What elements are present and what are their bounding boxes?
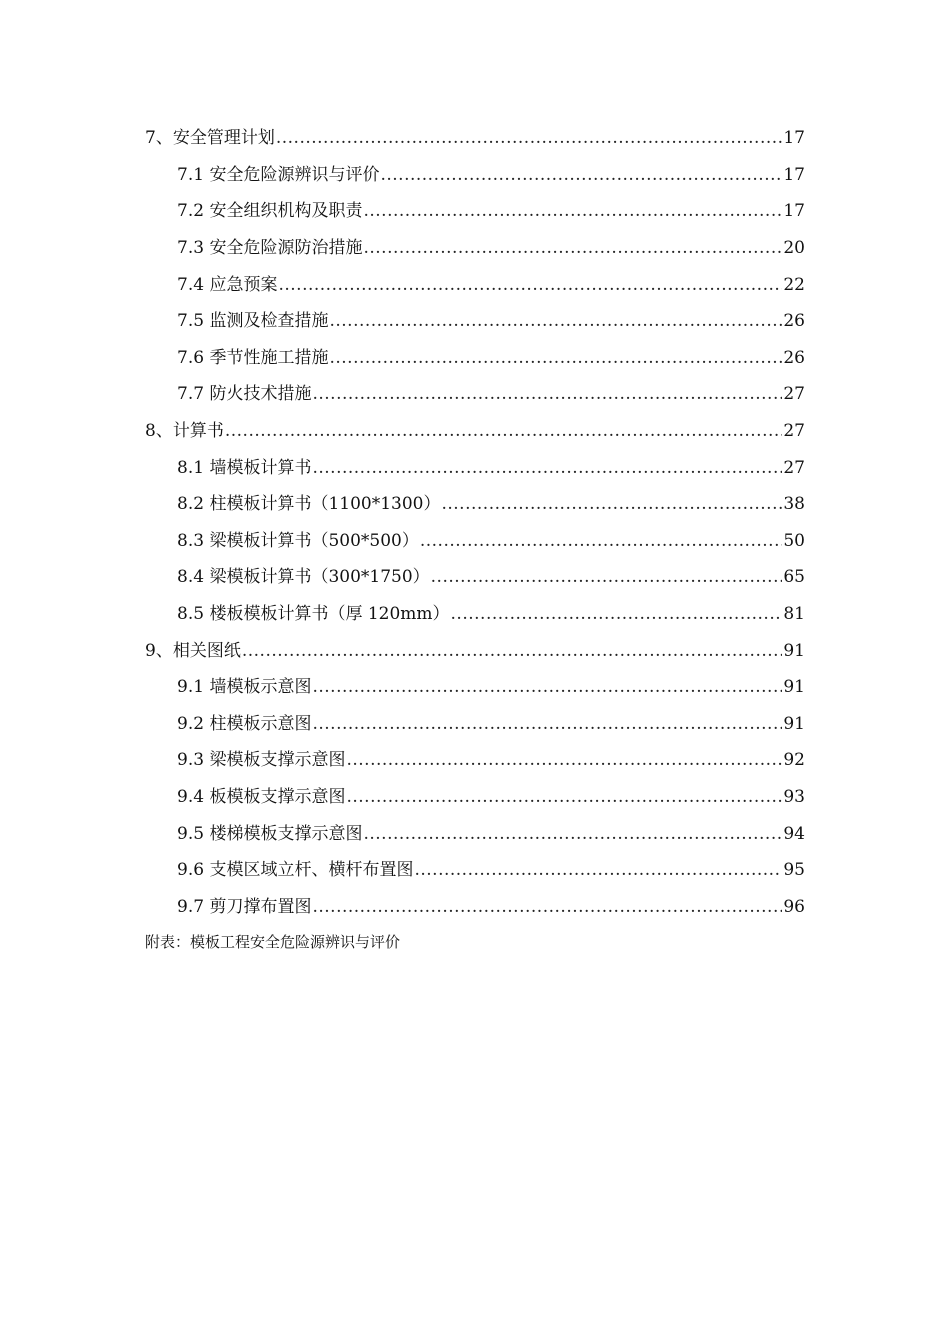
toc-entry-title: 8、计算书 [145,421,224,442]
toc-entry[interactable] [0,157,950,194]
toc-entry-title: 7.1 安全危险源辨识与评价 [177,164,380,185]
toc-entry-page: 17 [783,128,805,149]
toc-entry-title: 8.2 柱模板计算书（1100*1300） [177,494,441,515]
toc-entry[interactable] [0,888,950,925]
toc-entry-title: 7.7 防火技术措施 [177,384,312,405]
toc-entry[interactable] [0,742,950,779]
toc-entry-page: 26 [783,347,805,368]
toc-entry-title: 9、相关图纸 [145,640,241,661]
toc-entry-title: 7.4 应急预案 [177,274,278,295]
toc-entry[interactable] [0,120,950,157]
toc-entry-title: 9.2 柱模板示意图 [177,713,312,734]
toc-entry-page: 96 [783,896,805,917]
toc-entry-page: 27 [783,421,805,442]
toc-entry-title: 7.5 监测及检查措施 [177,311,329,332]
toc-entry[interactable] [0,779,950,816]
toc-entry-page: 17 [783,164,805,185]
toc-dot-leader [441,494,782,514]
toc-entry-title: 9.6 支模区域立杆、横杆布置图 [177,860,414,881]
toc-entry[interactable] [0,559,950,596]
toc-dot-leader [346,787,782,807]
toc-entry[interactable] [0,669,950,706]
toc-entry[interactable] [0,266,950,303]
toc-entry-title: 7、安全管理计划 [145,128,275,149]
toc-entry-page: 20 [783,238,805,259]
toc-entry[interactable] [0,815,950,852]
toc-entry[interactable] [0,486,950,523]
toc-entry-title: 7.2 安全组织机构及职责 [177,201,363,222]
toc-entry-page: 38 [783,494,805,515]
toc-entry-page: 91 [783,713,805,734]
toc-dot-leader [312,677,782,697]
toc-entry[interactable] [0,230,950,267]
toc-entry[interactable] [0,852,950,889]
toc-entry-title: 9.5 楼梯模板支撑示意图 [177,823,363,844]
toc-dot-leader [363,201,782,221]
toc-entry[interactable] [0,632,950,669]
toc-entry-title: 9.7 剪刀撑布置图 [177,896,312,917]
toc-entry-title: 9.3 梁模板支撑示意图 [177,750,346,771]
toc-entry-title: 8.1 墙模板计算书 [177,457,312,478]
toc-dot-leader [312,897,782,917]
toc-entry-page: 65 [783,567,805,588]
toc-entry[interactable] [0,340,950,377]
toc-entry[interactable] [0,303,950,340]
toc-entry-title: 8.5 楼板模板计算书（厚 120mm） [177,604,450,625]
toc-dot-leader [225,421,783,441]
toc-entry-page: 91 [783,677,805,698]
toc-entry-page: 92 [783,750,805,771]
toc-dot-leader [363,824,782,844]
toc-entry-page: 93 [783,786,805,807]
toc-dot-leader [278,275,782,295]
toc-entry-page: 91 [783,640,805,661]
toc-dot-leader [431,567,783,587]
toc-entry-page: 81 [783,604,805,625]
toc-dot-leader [363,238,782,258]
toc-entry-page: 94 [783,823,805,844]
toc-dot-leader [451,604,783,624]
toc-dot-leader [242,641,783,661]
toc-entry-title: 7.6 季节性施工措施 [177,347,329,368]
toc-entry-title: 9.4 板模板支撑示意图 [177,786,346,807]
toc-dot-leader [420,531,783,551]
toc-entry-page: 27 [783,457,805,478]
toc-entry[interactable] [0,596,950,633]
toc-entry-title: 8.3 梁模板计算书（500*500） [177,530,419,551]
toc-entry-page: 26 [783,311,805,332]
toc-dot-leader [329,348,782,368]
toc-entry-page: 27 [783,384,805,405]
toc-entry[interactable] [0,449,950,486]
toc-entry-title: 8.4 梁模板计算书（300*1750） [177,567,430,588]
toc-dot-leader [414,860,782,880]
toc-entry-title: 7.3 安全危险源防治措施 [177,238,363,259]
toc-dot-leader [346,750,782,770]
toc-dot-leader [276,128,783,148]
toc-entry-page: 95 [783,860,805,881]
toc-dot-leader [312,384,782,404]
toc-entry-page: 50 [783,530,805,551]
toc-dot-leader [312,458,782,478]
toc-entry-page: 22 [783,274,805,295]
table-of-contents [0,120,950,925]
toc-dot-leader [380,165,782,185]
toc-entry-page: 17 [783,201,805,222]
toc-entry[interactable] [0,376,950,413]
toc-entry-title: 9.1 墙模板示意图 [177,677,312,698]
toc-entry[interactable] [0,413,950,450]
appendix-note: 附表：模板工程安全危险源辨识与评价 [145,933,401,951]
toc-entry[interactable] [0,523,950,560]
toc-entry[interactable] [0,193,950,230]
toc-dot-leader [329,311,782,331]
toc-entry[interactable] [0,706,950,743]
toc-dot-leader [312,714,782,734]
